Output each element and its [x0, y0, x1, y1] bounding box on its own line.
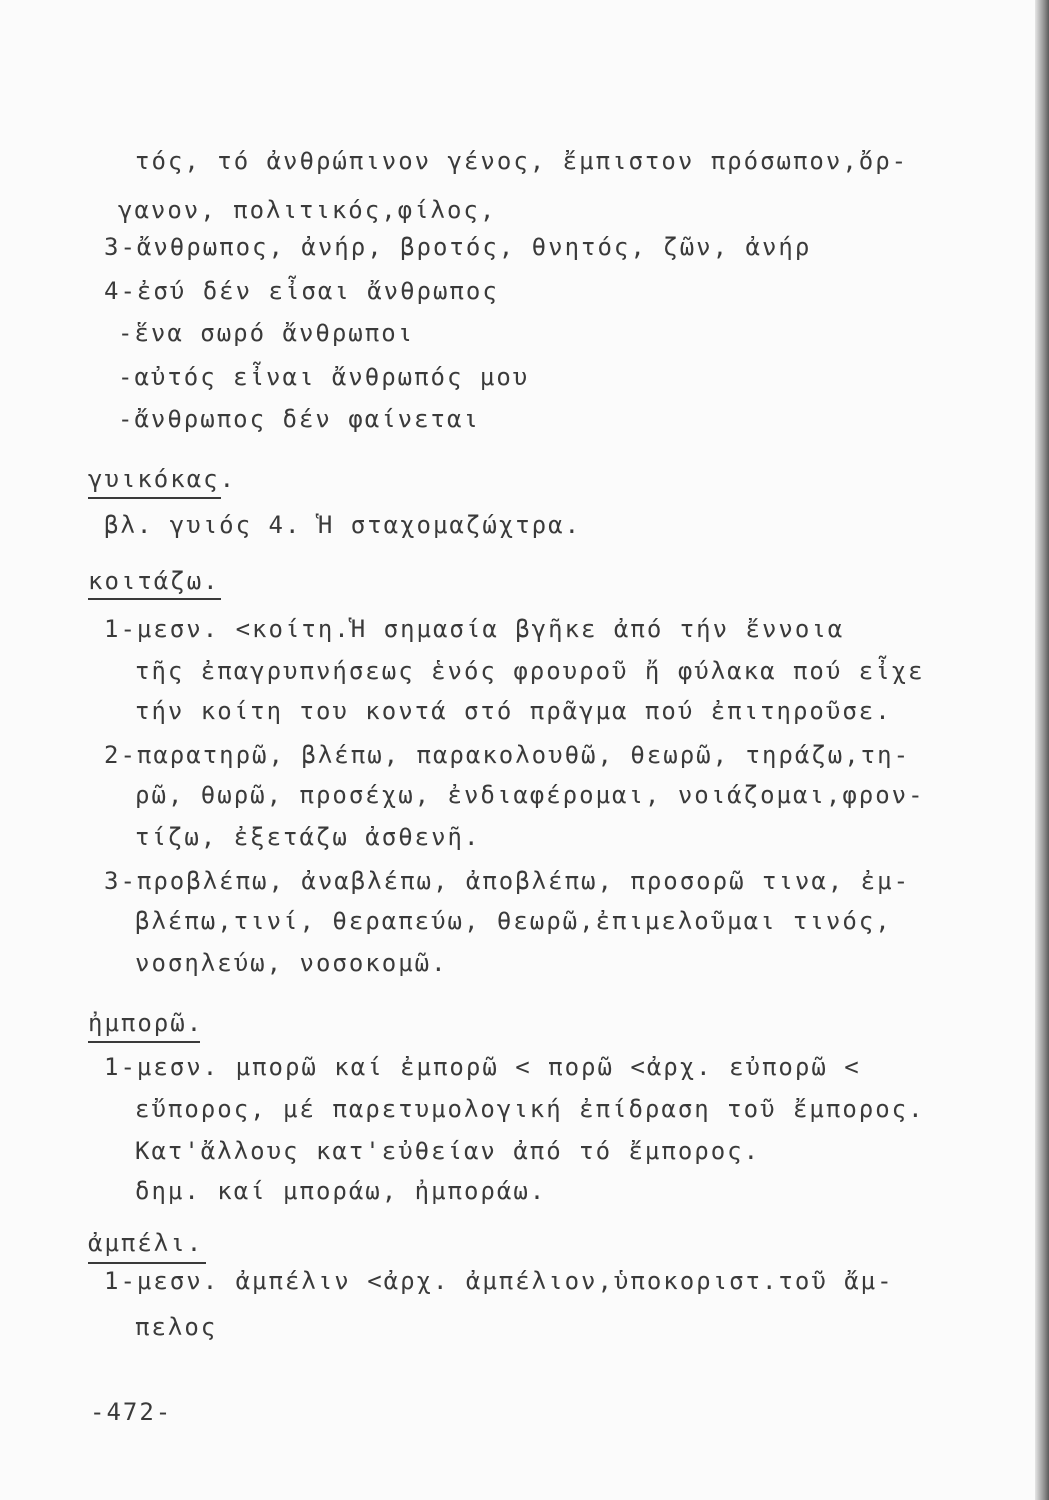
- headword-underline: [88, 1262, 206, 1264]
- entry-line: βλέπω,τινί, θεραπεύω, θεωρῶ,ἐπιμελοῦμαι τινός,: [135, 907, 892, 935]
- entry-line: εὔπορος, μέ παρετυμολογική ἐπίδραση τοῦ ἔμπορος.: [135, 1095, 925, 1123]
- entry-line: 2-παρατηρῶ, βλέπω, παρακολουθῶ, θεωρῶ, τηράζω,τη-: [104, 741, 911, 769]
- entry-line: 1-μεσν. <κοίτη.Ἡ σημασία βγῆκε ἀπό τήν ἔννοια: [104, 615, 845, 643]
- entry-line: νοσηλεύω, νοσοκομῶ.: [135, 949, 448, 977]
- entry-line: Κατ'ἄλλους κατ'εὐθείαν ἀπό τό ἔμπορος.: [135, 1137, 761, 1165]
- entry-line: 4-ἐσύ δέν εἶσαι ἄνθρωπος: [104, 277, 499, 305]
- entry-line: δημ. καί μποράω, ἠμποράω.: [135, 1177, 547, 1205]
- entry-line: 1-μεσν. ἀμπέλιν <ἀρχ. ἀμπέλιον,ὑποκοριστ.τοῦ ἄμ-: [104, 1267, 894, 1295]
- page-number: -472-: [90, 1398, 173, 1426]
- entry-line: βλ. γυιός 4. Ἡ σταχομαζώχτρα.: [104, 511, 582, 539]
- entry-line: τός, τό ἀνθρώπινον γένος, ἔμπιστον πρόσωπον,ὄρ-: [135, 147, 909, 175]
- headword: κοιτάζω.: [88, 567, 220, 595]
- entry-line: τίζω, ἐξετάζω ἀσθενῆ.: [135, 823, 481, 851]
- entry-line: 3-ἄνθρωπος, ἀνήρ, βροτός, θνητός, ζῶν, ἀνήρ: [104, 233, 812, 261]
- headword: ἠμπορῶ.: [88, 1009, 204, 1037]
- entry-line: -ἕνα σωρό ἄνθρωποι: [118, 319, 415, 347]
- entry-line: -αὐτός εἶναι ἄνθρωπός μου: [118, 363, 530, 391]
- entry-line: πελος: [135, 1313, 218, 1341]
- entry-line: γανον, πολιτικός,φίλος,: [118, 196, 497, 224]
- entry-line: -ἄνθρωπος δέν φαίνεται: [118, 405, 480, 433]
- headword: γυικόκας.: [88, 465, 237, 493]
- entry-line: 1-μεσν. μπορῶ καί ἐμπορῶ < πορῶ <ἀρχ. εὐπορῶ <: [104, 1053, 861, 1081]
- headword: ἀμπέλι.: [88, 1229, 204, 1257]
- entry-line: τῆς ἐπαγρυπνήσεως ἑνός φρουροῦ ἤ φύλακα πού εἶχε: [135, 657, 925, 685]
- headword-underline: [88, 1041, 200, 1043]
- entry-line: τήν κοίτη του κοντά στό πρᾶγμα πού ἐπιτηροῦσε.: [135, 697, 892, 725]
- headword-underline: [88, 598, 221, 600]
- page-edge-shadow: [1035, 0, 1049, 1500]
- entry-line: ρῶ, θωρῶ, προσέχω, ἐνδιαφέρομαι, νοιάζομαι,φρον-: [135, 781, 925, 809]
- entry-line: 3-προβλέπω, ἀναβλέπω, ἀποβλέπω, προσορῶ τινα, ἐμ-: [104, 867, 911, 895]
- headword-underline: [88, 497, 221, 499]
